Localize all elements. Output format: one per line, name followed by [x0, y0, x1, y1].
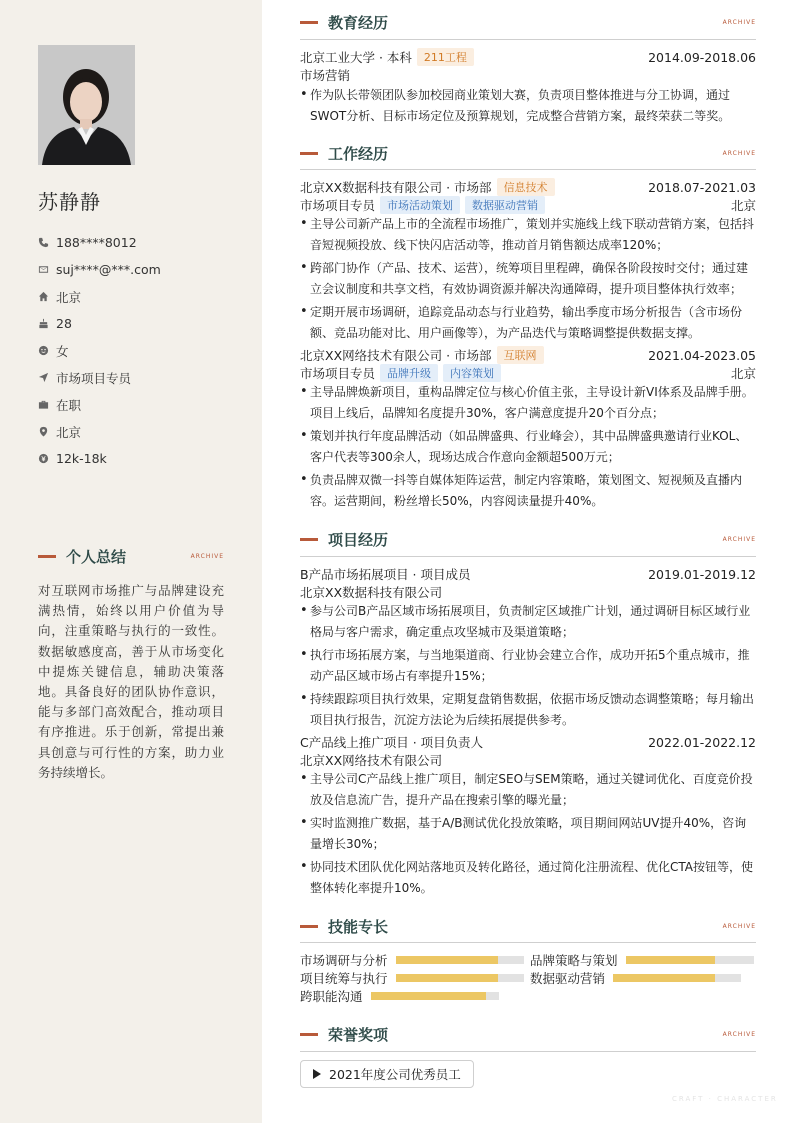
bullet-item: • 主导公司新产品上市的全流程市场推广，策划并实施线上线下联动营销方案，包括抖音短视频投放、线下快闪店活动等，推动首月销售额达成率120%；: [300, 214, 756, 255]
skills-section-header: [300, 915, 756, 937]
skill-item: [300, 987, 499, 1005]
watermark: CRAFT · CHARACTER: [672, 1095, 778, 1103]
work-section-header: [300, 142, 756, 164]
info-salary-text: 12k-18k: [56, 451, 107, 466]
skill-name: 项目统筹与执行: [300, 971, 388, 986]
skill-item: [530, 969, 741, 987]
job-bullets: [300, 382, 756, 514]
info-home: [38, 283, 161, 310]
bullet-item: • 参与公司B产品区域市场拓展项目，负责制定区域推广计划，通过调研目标区域行业格局与客户需求，确定重点攻坚城市及渠道策略；: [300, 601, 756, 642]
location-icon: [38, 426, 56, 437]
education-date: 2014.09-2018.06: [648, 49, 756, 65]
info-salary: [38, 445, 161, 472]
sidebar: [0, 0, 262, 1123]
project-company-row: [300, 583, 756, 601]
education-title: 教育经历: [328, 13, 389, 32]
skill-bar-fill: [613, 974, 715, 982]
home-icon: [38, 291, 56, 302]
project-date: 2022.01-2022.12: [648, 734, 756, 750]
play-triangle-icon: [313, 1069, 321, 1079]
skill-item: [300, 951, 524, 969]
bullet-item: • 协同技术团队优化网站落地页及转化路径，通过简化注册流程、优化CTA按钮等，使整体转化率提升10%。: [300, 857, 756, 898]
summary-text: 对互联网市场推广与品牌建设充满热情，始终以用户价值为导向，注重策略与执行的一致性。数据敏感度高，善于从市场变化中提炼关键信息，辅助决策落地。具备良好的团队协作意识，能与多部门高效配合，推动项目有序推进。乐于创新，常提出兼具创意与可行性的方案，助力业务持续增长。: [38, 583, 224, 780]
company-name: 北京XX网络技术有限公司 · 市场部: [300, 348, 492, 363]
skill-tag: 品牌升级: [380, 364, 438, 382]
awards-title: 荣誉奖项: [328, 1025, 389, 1044]
company-name: 北京XX数据科技有限公司 · 市场部: [300, 180, 492, 195]
section-accent-bar: [38, 555, 56, 558]
skill-name: 市场调研与分析: [300, 953, 388, 968]
education-bullets: [300, 85, 756, 129]
info-status-text: 在职: [56, 397, 82, 413]
skill-tag: 内容策划: [443, 364, 501, 382]
info-age: [38, 310, 161, 337]
job-header: [300, 178, 756, 196]
send-icon: [38, 372, 56, 383]
skill-name: 跨职能沟通: [300, 989, 363, 1004]
info-phone: [38, 229, 161, 256]
job-date: 2021.04-2023.05: [648, 347, 756, 363]
project-name: C产品线上推广项目 · 项目负责人: [300, 735, 484, 750]
job-header: [300, 346, 756, 364]
school-badge: 211工程: [417, 48, 474, 66]
bullet-item: • 主导公司C产品线上推广项目，制定SEO与SEM策略，通过关键词优化、百度竞价投放及信息流广告，提升产品在搜索引擎的曝光量；: [300, 769, 756, 810]
info-location-text: 北京: [56, 424, 82, 440]
skill-bar-track: [396, 956, 524, 964]
education-major-row: [300, 66, 756, 84]
skill-bar-track: [371, 992, 499, 1000]
job-role: 市场项目专员: [300, 366, 376, 381]
section-accent-bar: [300, 1033, 318, 1036]
project-bullets: [300, 601, 756, 733]
info-email-text: suj****@***.com: [56, 262, 161, 277]
archive-tag: ARCHIVE: [722, 922, 756, 930]
skill-bar-fill: [371, 992, 486, 1000]
face-icon: [38, 345, 56, 356]
job-bullets: [300, 214, 756, 346]
skill-bar-fill: [396, 974, 498, 982]
archive-tag: ARCHIVE: [722, 149, 756, 157]
project-company: 北京XX数据科技有限公司: [300, 585, 443, 600]
industry-badge: 互联网: [497, 346, 544, 364]
section-accent-bar: [300, 152, 318, 155]
job-date: 2018.07-2021.03: [648, 179, 756, 195]
info-home-text: 北京: [56, 289, 82, 305]
skill-tag: 市场活动策划: [380, 196, 460, 214]
bullet-item: • 负责品牌双微一抖等自媒体矩阵运营，制定内容策略，策划图文、短视频及直播内容。运营期间，粉丝增长50%，内容阅读量提升40%。: [300, 470, 756, 511]
bullet-item: • 作为队长带领团队参加校园商业策划大赛，负责项目整体推进与分工协调，通过SWOT分析、目标市场定位及预算规划，完成整合营销方案，最终荣获二等奖。: [300, 85, 756, 126]
bullet-item: • 策划并执行年度品牌活动（如品牌盛典、行业峰会），其中品牌盛典邀请行业KOL、客户代表等300余人，现场达成合作意向金额超500万元；: [300, 426, 756, 467]
section-divider: [300, 942, 756, 943]
info-position-text: 市场项目专员: [56, 370, 132, 386]
school-name: 北京工业大学 · 本科: [300, 50, 412, 65]
award-label: 2021年度公司优秀员工: [329, 1067, 461, 1082]
section-accent-bar: [300, 21, 318, 24]
job-role-row: [300, 196, 756, 214]
cake-icon: [38, 318, 56, 329]
info-age-text: 28: [56, 316, 72, 331]
archive-tag: ARCHIVE: [190, 552, 224, 560]
info-gender: [38, 337, 161, 364]
section-divider: [300, 169, 756, 170]
job-role-row: [300, 364, 756, 382]
education-entry-header: [300, 48, 756, 66]
summary-section-header: [38, 545, 224, 567]
skill-name: 品牌策略与策划: [530, 953, 618, 968]
major: 市场营销: [300, 68, 351, 83]
summary-title: 个人总结: [66, 547, 127, 566]
work-title: 工作经历: [328, 144, 389, 163]
section-divider: [300, 556, 756, 557]
info-location: [38, 418, 161, 445]
archive-tag: ARCHIVE: [722, 535, 756, 543]
project-company-row: [300, 751, 756, 769]
projects-title: 项目经历: [328, 530, 389, 549]
project-company: 北京XX网络技术有限公司: [300, 753, 443, 768]
bullet-item: • 定期开展市场调研，追踪竞品动态与行业趋势，输出季度市场分析报告（含市场份额、竞品功能对比、用户画像等），为产品迭代与策略调整提供数据支撑。: [300, 302, 756, 343]
project-header: [300, 565, 756, 583]
skill-name: 数据驱动营销: [530, 971, 606, 986]
briefcase-icon: [38, 399, 56, 410]
project-bullets: [300, 769, 756, 901]
projects-section-header: [300, 528, 756, 550]
phone-icon: [38, 237, 56, 248]
info-email: [38, 256, 161, 283]
job-city: 北京: [730, 198, 756, 213]
awards-section-header: [300, 1023, 756, 1045]
project-date: 2019.01-2019.12: [648, 566, 756, 582]
archive-tag: ARCHIVE: [722, 18, 756, 26]
info-position: [38, 364, 161, 391]
bullet-item: • 持续跟踪项目执行效果，定期复盘销售数据，依据市场反馈动态调整策略；每月输出项目执行报告，沉淀方法论为后续拓展提供参考。: [300, 689, 756, 730]
skill-bar-fill: [396, 956, 498, 964]
skill-bar-fill: [626, 956, 716, 964]
bullet-item: • 跨部门协作（产品、技术、运营），统筹项目里程碑，确保各阶段按时交付；通过建立会议制度和共享文档，有效协调资源并解决沟通障碍，提升项目整体执行效率；: [300, 258, 756, 299]
section-divider: [300, 39, 756, 40]
bullet-item: • 执行市场拓展方案，与当地渠道商、行业协会建立合作，成功开拓5个重点城市，推动产品区域市场占有率提升15%；: [300, 645, 756, 686]
skill-bar-track: [613, 974, 741, 982]
section-accent-bar: [300, 538, 318, 541]
skill-tag: 数据驱动营销: [465, 196, 545, 214]
mail-icon: [38, 264, 56, 275]
skill-item: [530, 951, 754, 969]
project-header: [300, 733, 756, 751]
project-name: B产品市场拓展项目 · 项目成员: [300, 567, 471, 582]
salary-icon: [38, 453, 56, 464]
section-accent-bar: [300, 925, 318, 928]
info-gender-text: 女: [56, 343, 69, 359]
contact-info-list: [38, 229, 161, 472]
bullet-item: • 实时监测推广数据，基于A/B测试优化投放策略，项目期间网站UV提升40%，咨询量增长30%；: [300, 813, 756, 854]
info-phone-text: 188****8012: [56, 235, 137, 250]
skill-item: [300, 969, 524, 987]
job-city: 北京: [730, 366, 756, 381]
education-section-header: [300, 11, 756, 33]
skill-bar-track: [626, 956, 754, 964]
skill-bar-track: [396, 974, 524, 982]
skills-title: 技能专长: [328, 917, 389, 936]
job-role: 市场项目专员: [300, 198, 376, 213]
archive-tag: ARCHIVE: [722, 1030, 756, 1038]
profile-photo: [38, 45, 135, 165]
industry-badge: 信息技术: [497, 178, 555, 196]
bullet-item: • 主导品牌焕新项目，重构品牌定位与核心价值主张，主导设计新VI体系及品牌手册。项目上线后，品牌知名度提升30%，客户满意度提升20个百分点；: [300, 382, 756, 423]
section-divider: [300, 1051, 756, 1052]
award-item[interactable]: [300, 1060, 474, 1088]
candidate-name: 苏静静: [38, 190, 101, 214]
info-status: [38, 391, 161, 418]
